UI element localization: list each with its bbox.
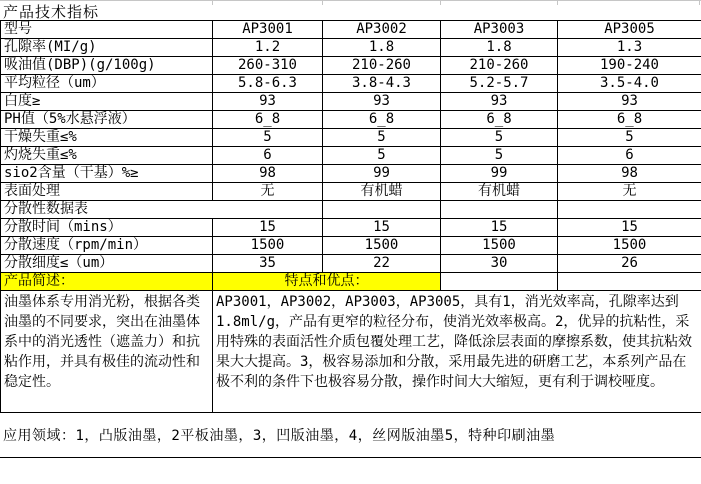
- value-cell: 15: [213, 219, 323, 237]
- row-label-cell: 灼烧失重≤%: [1, 147, 213, 165]
- value-cell: 5: [441, 129, 558, 147]
- table-row: [1, 39, 701, 57]
- row-label-cell: 平均粒径（um）: [1, 75, 213, 93]
- value-cell: 6_8: [213, 111, 323, 129]
- empty-cell: [558, 273, 701, 291]
- dispersion-section-row: [1, 201, 701, 219]
- value-cell: 26: [558, 255, 701, 273]
- summary-header-row: [1, 273, 701, 291]
- row-label-cell: 分散时间（mins）: [1, 219, 213, 237]
- empty-cell: [441, 273, 558, 291]
- table-row: [1, 165, 701, 183]
- summary-left-header: 产品简述：: [1, 273, 213, 291]
- value-cell: 93: [441, 93, 558, 111]
- value-cell: 有机蜡: [441, 183, 558, 201]
- table-row: [1, 57, 701, 75]
- value-cell: 35: [213, 255, 323, 273]
- value-cell: 93: [213, 93, 323, 111]
- value-cell: 有机蜡: [323, 183, 441, 201]
- value-cell: 6: [558, 147, 701, 165]
- value-cell: 210-260: [323, 57, 441, 75]
- value-cell: 5: [323, 129, 441, 147]
- row-label-cell: 表面处理: [1, 183, 213, 201]
- model-header-cell: AP3005: [558, 21, 701, 39]
- spec-table: [0, 20, 701, 413]
- row-label-cell: 分散速度（rpm/min）: [1, 237, 213, 255]
- table-row: [1, 183, 701, 201]
- table-row: [1, 255, 701, 273]
- row-label-cell: 孔隙率(MI/g): [1, 39, 213, 57]
- empty-cell: [441, 201, 558, 219]
- value-cell: 6: [213, 147, 323, 165]
- value-cell: 30: [441, 255, 558, 273]
- page-title: 产品技术指标: [3, 3, 100, 21]
- value-cell: 1500: [213, 237, 323, 255]
- value-cell: 99: [323, 165, 441, 183]
- value-cell: 15: [558, 219, 701, 237]
- value-cell: 1.8: [441, 39, 558, 57]
- table-header-row: [1, 21, 701, 39]
- row-label-cell: PH值（5%水悬浮液）: [1, 111, 213, 129]
- value-cell: 1500: [441, 237, 558, 255]
- value-cell: 98: [213, 165, 323, 183]
- value-cell: 15: [323, 219, 441, 237]
- gridline-tick: [699, 1, 700, 5]
- application-domains-text: 应用领域：1，凸版油墨，2平板油墨，3，凹版油墨，4，丝网版油墨5，特种印刷油墨: [0, 413, 701, 458]
- model-row-label: 型号: [1, 21, 213, 39]
- value-cell: 无: [558, 183, 701, 201]
- value-cell: 15: [441, 219, 558, 237]
- table-row: [1, 219, 701, 237]
- value-cell: 3.8-4.3: [323, 75, 441, 93]
- value-cell: 190-240: [558, 57, 701, 75]
- table-row: [1, 93, 701, 111]
- table-row: [1, 75, 701, 93]
- gridline-tick: [557, 1, 558, 5]
- value-cell: 93: [323, 93, 441, 111]
- value-cell: 210-260: [441, 57, 558, 75]
- table-row: [1, 129, 701, 147]
- gridline-tick: [440, 1, 441, 5]
- row-label-cell: 分散细度≤（um）: [1, 255, 213, 273]
- empty-cell: [323, 201, 441, 219]
- empty-cell: [558, 201, 701, 219]
- features-text: AP3001，AP3002，AP3003，AP3005，具有1，消光效率高，孔隙率达到1.8ml/g，产品有更窄的粒径分布，使消光效率极高。2，优异的抗粘性，采用特殊的表面活性介质包覆处理工艺，降低涂层表面的摩擦系数，使其抗粘效果大大提高。3，极容易添加和分散，采用最先进的研磨工艺，本系列产品在极不利的条件下也极容易分散，操作时间大大缩短，更有利于调校哑度。: [213, 291, 701, 413]
- value-cell: 5: [213, 129, 323, 147]
- product-description-text: 油墨体系专用消光粉，根据各类油墨的不同要求，突出在油墨体系中的消光透性（遮盖力）和抗粘作用，并具有极佳的流动性和稳定性。: [1, 291, 213, 413]
- table-row: [1, 147, 701, 165]
- value-cell: 1500: [323, 237, 441, 255]
- value-cell: 6_8: [323, 111, 441, 129]
- row-label-cell: 吸油值(DBP)(g/100g): [1, 57, 213, 75]
- model-header-cell: AP3003: [441, 21, 558, 39]
- value-cell: 5: [558, 129, 701, 147]
- section-label-cell: 分散性数据表: [1, 201, 323, 219]
- top-gridline: [0, 0, 701, 3]
- row-label-cell: sio2含量（干基）%≥: [1, 165, 213, 183]
- table-row: [1, 237, 701, 255]
- value-cell: 6_8: [441, 111, 558, 129]
- value-cell: 22: [323, 255, 441, 273]
- value-cell: 5: [323, 147, 441, 165]
- row-label-cell: 干燥失重≤%: [1, 129, 213, 147]
- value-cell: 5.2-5.7: [441, 75, 558, 93]
- row-label-cell: 白度≥: [1, 93, 213, 111]
- value-cell: 260-310: [213, 57, 323, 75]
- gridline-tick: [322, 1, 323, 5]
- value-cell: 99: [441, 165, 558, 183]
- model-header-cell: AP3001: [213, 21, 323, 39]
- summary-right-header: 特点和优点：: [213, 273, 441, 291]
- table-row: [1, 111, 701, 129]
- value-cell: 6_8: [558, 111, 701, 129]
- model-header-cell: AP3002: [323, 21, 441, 39]
- value-cell: 1.2: [213, 39, 323, 57]
- value-cell: 无: [213, 183, 323, 201]
- description-row: [1, 291, 701, 413]
- value-cell: 5.8-6.3: [213, 75, 323, 93]
- value-cell: 98: [558, 165, 701, 183]
- value-cell: 1.3: [558, 39, 701, 57]
- value-cell: 93: [558, 93, 701, 111]
- gridline-tick: [212, 1, 213, 5]
- value-cell: 3.5-4.0: [558, 75, 701, 93]
- value-cell: 1.8: [323, 39, 441, 57]
- value-cell: 5: [441, 147, 558, 165]
- value-cell: 1500: [558, 237, 701, 255]
